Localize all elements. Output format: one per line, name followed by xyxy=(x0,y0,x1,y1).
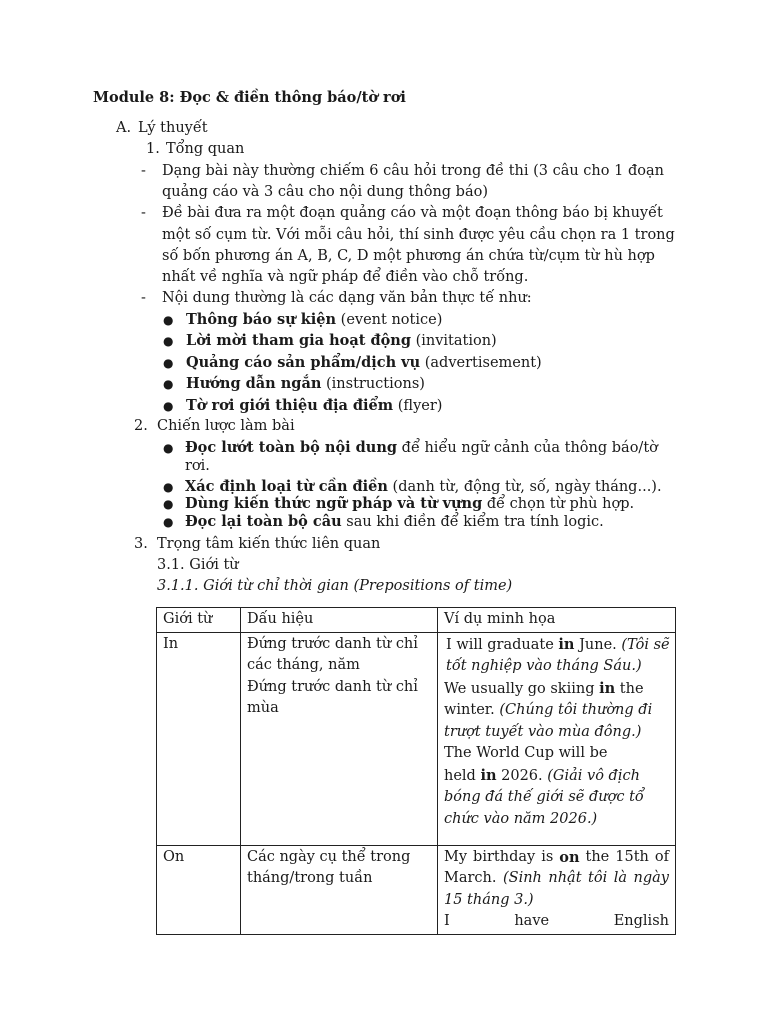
dash-marker: - xyxy=(141,290,146,306)
heading-2-title: Chiến lược làm bài xyxy=(157,418,295,434)
table-row xyxy=(157,632,676,845)
bullet-dot: ● xyxy=(163,480,174,494)
bullet-dot: ● xyxy=(163,313,174,327)
overview-p1-line1: Dạng bài này thường chiếm 6 câu hỏi trong đề thi (3 câu cho 1 đoạn xyxy=(162,163,664,179)
type-item: Quảng cáo sản phẩm/dịch vụ (advertisement) xyxy=(186,354,542,371)
section-a-label: A. xyxy=(116,120,132,136)
type-item: Thông báo sự kiện (event notice) xyxy=(186,311,443,328)
subheading-3-1-1: 3.1.1. Giới từ chỉ thời gian (Prepositions of time) xyxy=(157,578,513,594)
bullet-dot: ● xyxy=(163,399,174,413)
table-header-cell: Ví dụ minh họa xyxy=(438,608,676,633)
heading-1-label: 1. xyxy=(146,141,160,157)
overview-p2-line2: một số cụm từ. Với mỗi câu hỏi, thí sinh được yêu cầu chọn ra 1 trong xyxy=(162,227,675,243)
table-cell-prep: On xyxy=(157,845,241,934)
heading-2-label: 2. xyxy=(134,418,148,434)
table-cell-examples: My birthday is on the 15th of March. (Sinh nhật tôi là ngày 15 tháng 3.) I have English xyxy=(438,845,676,934)
bullet-dot: ● xyxy=(163,377,174,391)
type-item: Hướng dẫn ngắn (instructions) xyxy=(186,375,425,392)
bullet-dot: ● xyxy=(163,356,174,370)
bullet-dot: ● xyxy=(163,497,174,511)
table-cell-prep: In xyxy=(157,632,241,845)
type-item: Lời mời tham gia hoạt động (invitation) xyxy=(186,332,497,349)
overview-p2-line3: số bốn phương án A, B, C, D một phương án chứa từ/cụm từ hù hợp xyxy=(162,248,655,264)
type-item: Tờ rơi giới thiệu địa điểm (flyer) xyxy=(186,397,443,414)
overview-p2-line4: nhất về nghĩa và ngữ pháp để điền vào chỗ trống. xyxy=(162,269,529,285)
overview-p2-line1: Đề bài đưa ra một đoạn quảng cáo và một đoạn thông báo bị khuyết xyxy=(162,205,663,221)
table-cell-examples: I will graduate in June. (Tôi sẽ tốt nghiệp vào tháng Sáu.) We usually go skiing in the winter. (Chúng tôi thường đi trượt tuyết vào mùa đông.) The World Cup will be held in 2026. (Giải vô địch bóng đá thế giới sẽ được tổ chức vào năm 2026.) xyxy=(438,632,676,845)
bullet-dot: ● xyxy=(163,441,174,455)
strategy-item: Đọc lướt toàn bộ nội dung để hiểu ngữ cảnh của thông báo/tờ xyxy=(185,439,658,456)
heading-3-label: 3. xyxy=(134,536,148,552)
table-cell-signs: Đứng trước danh từ chỉ các tháng, năm Đứng trước danh từ chỉ mùa xyxy=(241,632,438,845)
strategy-item: Đọc lại toàn bộ câu sau khi điền để kiểm tra tính logic. xyxy=(185,513,604,530)
table-header-row xyxy=(157,608,676,633)
prepositions-table xyxy=(156,607,676,935)
page-title: Module 8: Đọc & điền thông báo/tờ rơi xyxy=(93,89,406,106)
table-header-cell: Dấu hiệu xyxy=(241,608,438,633)
dash-marker: - xyxy=(141,163,146,179)
strategy-item: Dùng kiến thức ngữ pháp và từ vựng để chọn từ phù hợp. xyxy=(185,495,635,512)
overview-p1-line2: quảng cáo và 3 câu cho nội dung thông báo) xyxy=(162,184,488,200)
table-cell-signs: Các ngày cụ thể trong tháng/trong tuần xyxy=(241,845,438,934)
strategy-item: Xác định loại từ cần điền (danh từ, động từ, số, ngày tháng...). xyxy=(185,478,662,495)
heading-3-title: Trọng tâm kiến thức liên quan xyxy=(157,536,381,552)
table-header-cell: Giới từ xyxy=(157,608,241,633)
bullet-dot: ● xyxy=(163,515,174,529)
subheading-3-1: 3.1. Giới từ xyxy=(157,557,239,573)
strategy-item-cont: rơi. xyxy=(185,458,210,474)
heading-1-title: Tổng quan xyxy=(166,141,245,157)
dash-marker: - xyxy=(141,205,146,221)
bullet-dot: ● xyxy=(163,334,174,348)
section-a-title: Lý thuyết xyxy=(138,120,208,136)
table-row xyxy=(157,845,676,934)
overview-p3: Nội dung thường là các dạng văn bản thực tế như: xyxy=(162,290,532,306)
